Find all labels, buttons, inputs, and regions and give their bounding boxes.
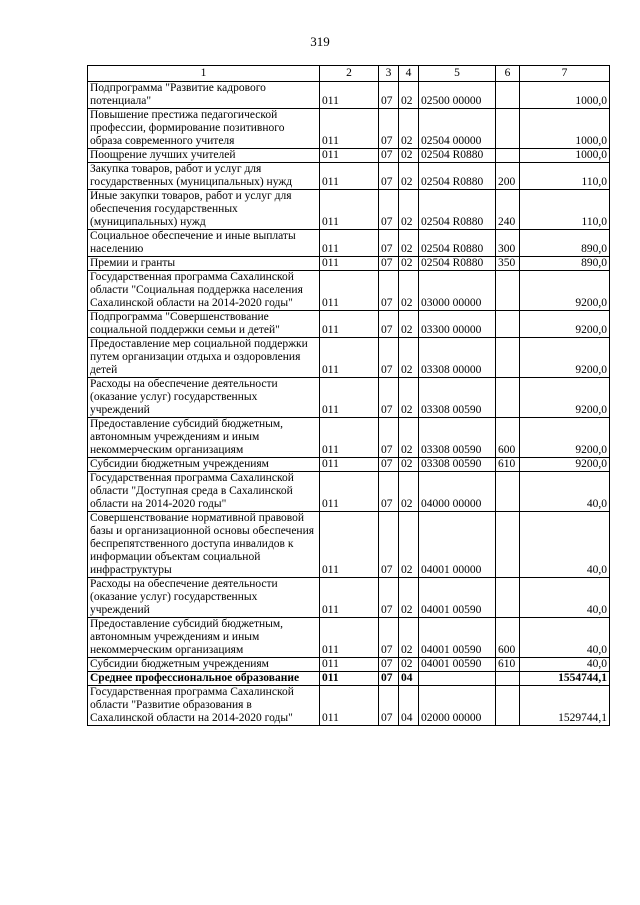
row-expense-type <box>496 338 520 378</box>
row-expense-type: 300 <box>496 230 520 257</box>
row-target-code: 03308 00000 <box>419 338 496 378</box>
row-section: 07 <box>379 190 399 230</box>
row-expense-type <box>496 109 520 149</box>
row-amount: 40,0 <box>520 578 610 618</box>
row-subsection: 02 <box>399 271 419 311</box>
row-admin-code: 011 <box>320 338 379 378</box>
row-expense-type <box>496 378 520 418</box>
row-name: Государственная программа Сахалинской области "Социальная поддержка населения Сахалинской области на 2014-2020 годы" <box>88 271 320 311</box>
row-admin-code: 011 <box>320 271 379 311</box>
row-subsection: 02 <box>399 257 419 271</box>
header-col-4: 4 <box>399 66 419 82</box>
row-admin-code: 011 <box>320 190 379 230</box>
row-amount: 1000,0 <box>520 82 610 109</box>
row-target-code: 03000 00000 <box>419 271 496 311</box>
row-expense-type: 240 <box>496 190 520 230</box>
header-row <box>88 66 610 82</box>
row-section: 07 <box>379 163 399 190</box>
row-target-code: 03300 00000 <box>419 311 496 338</box>
row-expense-type <box>496 311 520 338</box>
row-admin-code: 011 <box>320 418 379 458</box>
row-name: Предоставление субсидий бюджетным, автономным учреждениям и иным некоммерческим организациям <box>88 418 320 458</box>
table-row <box>88 82 610 109</box>
row-name: Закупка товаров, работ и услуг для государственных (муниципальных) нужд <box>88 163 320 190</box>
row-name: Субсидии бюджетным учреждениям <box>88 458 320 472</box>
row-subsection: 02 <box>399 311 419 338</box>
row-target-code: 02504 R0880 <box>419 230 496 257</box>
row-subsection: 02 <box>399 149 419 163</box>
row-subsection: 02 <box>399 190 419 230</box>
row-admin-code: 011 <box>320 658 379 672</box>
row-amount: 9200,0 <box>520 378 610 418</box>
row-amount: 110,0 <box>520 163 610 190</box>
table-row <box>88 257 610 271</box>
row-expense-type: 200 <box>496 163 520 190</box>
row-subsection: 02 <box>399 82 419 109</box>
row-name: Предоставление субсидий бюджетным, автономным учреждениям и иным некоммерческим организациям <box>88 618 320 658</box>
row-amount: 40,0 <box>520 512 610 578</box>
row-subsection: 02 <box>399 418 419 458</box>
table-row <box>88 190 610 230</box>
row-section: 07 <box>379 686 399 726</box>
row-subsection: 02 <box>399 109 419 149</box>
page-number: 319 <box>310 34 330 49</box>
row-amount: 9200,0 <box>520 311 610 338</box>
row-admin-code: 011 <box>320 109 379 149</box>
row-name: Расходы на обеспечение деятельности (оказание услуг) государственных учреждений <box>88 578 320 618</box>
row-amount: 1529744,1 <box>520 686 610 726</box>
row-section: 07 <box>379 418 399 458</box>
row-name: Социальное обеспечение и иные выплаты населению <box>88 230 320 257</box>
row-amount: 1554744,1 <box>520 672 610 686</box>
row-subsection: 02 <box>399 658 419 672</box>
row-name: Подпрограмма "Совершенствование социальной поддержки семьи и детей" <box>88 311 320 338</box>
row-admin-code: 011 <box>320 672 379 686</box>
header-col-3: 3 <box>379 66 399 82</box>
row-amount: 9200,0 <box>520 338 610 378</box>
row-name: Государственная программа Сахалинской области "Развитие образования в Сахалинской области на 2014-2020 годы" <box>88 686 320 726</box>
row-target-code: 03308 00590 <box>419 418 496 458</box>
row-section: 07 <box>379 618 399 658</box>
row-amount: 110,0 <box>520 190 610 230</box>
row-admin-code: 011 <box>320 311 379 338</box>
row-target-code: 02000 00000 <box>419 686 496 726</box>
row-subsection: 02 <box>399 338 419 378</box>
row-expense-type <box>496 82 520 109</box>
header-col-2: 2 <box>320 66 379 82</box>
row-target-code: 02504 00000 <box>419 109 496 149</box>
row-admin-code: 011 <box>320 472 379 512</box>
row-admin-code: 011 <box>320 578 379 618</box>
row-name: Субсидии бюджетным учреждениям <box>88 658 320 672</box>
row-amount: 890,0 <box>520 257 610 271</box>
row-section: 07 <box>379 472 399 512</box>
row-expense-type <box>496 578 520 618</box>
row-subsection: 02 <box>399 163 419 190</box>
table-row <box>88 686 610 726</box>
row-admin-code: 011 <box>320 686 379 726</box>
row-expense-type <box>496 512 520 578</box>
row-section: 07 <box>379 378 399 418</box>
row-subsection: 02 <box>399 458 419 472</box>
row-target-code: 03308 00590 <box>419 458 496 472</box>
table-row <box>88 512 610 578</box>
row-target-code: 02504 R0880 <box>419 257 496 271</box>
row-amount: 40,0 <box>520 658 610 672</box>
header-col-7: 7 <box>520 66 610 82</box>
row-amount: 40,0 <box>520 618 610 658</box>
row-section: 07 <box>379 338 399 378</box>
row-amount: 9200,0 <box>520 458 610 472</box>
table-row <box>88 618 610 658</box>
row-subsection: 02 <box>399 230 419 257</box>
table-row <box>88 230 610 257</box>
table-row <box>88 418 610 458</box>
row-section: 07 <box>379 109 399 149</box>
row-admin-code: 011 <box>320 82 379 109</box>
row-name: Поощрение лучших учителей <box>88 149 320 163</box>
row-name: Среднее профессиональное образование <box>88 672 320 686</box>
row-subsection: 02 <box>399 578 419 618</box>
row-expense-type <box>496 271 520 311</box>
header-col-6: 6 <box>496 66 520 82</box>
row-admin-code: 011 <box>320 230 379 257</box>
row-section: 07 <box>379 271 399 311</box>
table-row <box>88 338 610 378</box>
row-expense-type <box>496 672 520 686</box>
row-section: 07 <box>379 82 399 109</box>
row-admin-code: 011 <box>320 458 379 472</box>
table-row <box>88 109 610 149</box>
row-admin-code: 011 <box>320 512 379 578</box>
table-row <box>88 672 610 686</box>
row-section: 07 <box>379 512 399 578</box>
row-expense-type: 350 <box>496 257 520 271</box>
row-admin-code: 011 <box>320 257 379 271</box>
table-row <box>88 271 610 311</box>
row-section: 07 <box>379 257 399 271</box>
row-section: 07 <box>379 578 399 618</box>
row-amount: 9200,0 <box>520 418 610 458</box>
row-name: Государственная программа Сахалинской области "Доступная среда в Сахалинской области на 2014-2020 годы" <box>88 472 320 512</box>
row-amount: 890,0 <box>520 230 610 257</box>
row-subsection: 04 <box>399 686 419 726</box>
row-target-code: 02500 00000 <box>419 82 496 109</box>
table-row <box>88 378 610 418</box>
row-amount: 9200,0 <box>520 271 610 311</box>
row-section: 07 <box>379 672 399 686</box>
row-expense-type: 610 <box>496 458 520 472</box>
row-expense-type: 610 <box>496 658 520 672</box>
row-section: 07 <box>379 658 399 672</box>
row-name: Повышение престижа педагогической профессии, формирование позитивного образа современного учителя <box>88 109 320 149</box>
row-expense-type <box>496 472 520 512</box>
row-section: 07 <box>379 311 399 338</box>
row-amount: 40,0 <box>520 472 610 512</box>
table-row <box>88 311 610 338</box>
row-admin-code: 011 <box>320 618 379 658</box>
table-row <box>88 472 610 512</box>
row-section: 07 <box>379 458 399 472</box>
row-target-code: 03308 00590 <box>419 378 496 418</box>
header-col-5: 5 <box>419 66 496 82</box>
row-expense-type <box>496 686 520 726</box>
table-row <box>88 578 610 618</box>
row-expense-type <box>496 149 520 163</box>
header-col-1: 1 <box>88 66 320 82</box>
row-amount: 1000,0 <box>520 109 610 149</box>
row-subsection: 04 <box>399 672 419 686</box>
row-section: 07 <box>379 230 399 257</box>
row-target-code: 02504 R0880 <box>419 163 496 190</box>
row-section: 07 <box>379 149 399 163</box>
row-name: Совершенствование нормативной правовой базы и организационной основы обеспечения беспрепятственного доступа инвалидов к информации объектам социальной инфраструктуры <box>88 512 320 578</box>
row-name: Подпрограмма "Развитие кадрового потенциала" <box>88 82 320 109</box>
row-name: Премии и гранты <box>88 257 320 271</box>
budget-table <box>87 65 610 726</box>
table-row <box>88 149 610 163</box>
row-expense-type: 600 <box>496 418 520 458</box>
row-target-code: 04001 00590 <box>419 658 496 672</box>
row-expense-type: 600 <box>496 618 520 658</box>
row-admin-code: 011 <box>320 149 379 163</box>
row-target-code: 04001 00590 <box>419 618 496 658</box>
row-target-code <box>419 672 496 686</box>
row-subsection: 02 <box>399 472 419 512</box>
row-subsection: 02 <box>399 512 419 578</box>
row-subsection: 02 <box>399 378 419 418</box>
row-target-code: 04001 00000 <box>419 512 496 578</box>
table-body <box>88 82 610 726</box>
table-row <box>88 658 610 672</box>
row-admin-code: 011 <box>320 378 379 418</box>
row-name: Расходы на обеспечение деятельности (оказание услуг) государственных учреждений <box>88 378 320 418</box>
table-row <box>88 458 610 472</box>
row-amount: 1000,0 <box>520 149 610 163</box>
row-target-code: 04000 00000 <box>419 472 496 512</box>
row-subsection: 02 <box>399 618 419 658</box>
row-target-code: 04001 00590 <box>419 578 496 618</box>
row-admin-code: 011 <box>320 163 379 190</box>
row-target-code: 02504 R0880 <box>419 190 496 230</box>
table-row <box>88 163 610 190</box>
row-target-code: 02504 R0880 <box>419 149 496 163</box>
row-name: Иные закупки товаров, работ и услуг для обеспечения государственных (муниципальных) нужд <box>88 190 320 230</box>
row-name: Предоставление мер социальной поддержки путем организации отдыха и оздоровления детей <box>88 338 320 378</box>
